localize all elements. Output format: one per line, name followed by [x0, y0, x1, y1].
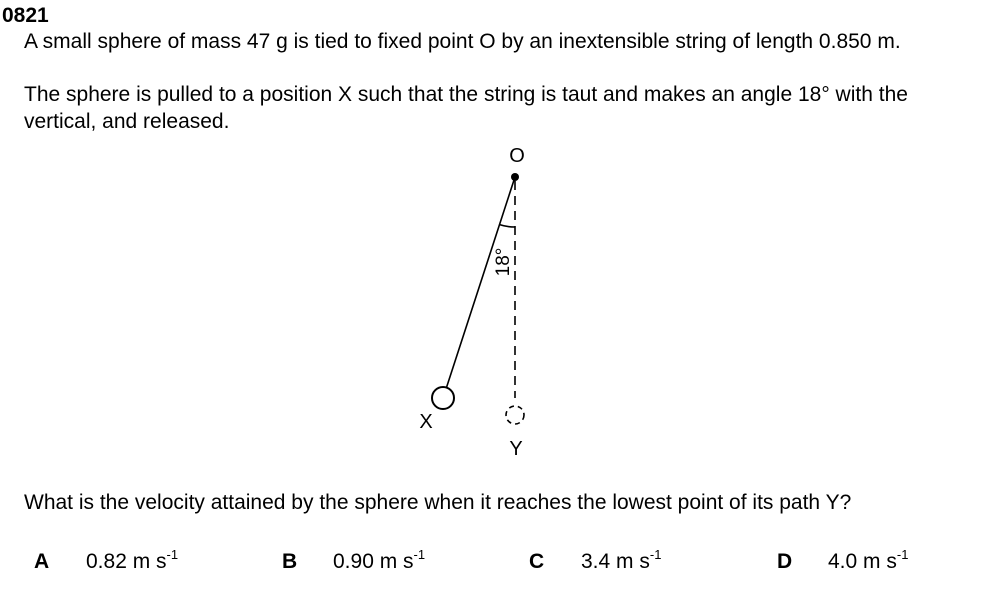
option-b-value: 0.90 m s	[333, 550, 414, 573]
option-a-value: 0.82 m s	[86, 550, 167, 573]
label-y: Y	[509, 438, 523, 460]
label-o: O	[509, 145, 525, 167]
paragraph-2-line-2: vertical, and released.	[24, 110, 230, 133]
sphere-at-y	[506, 406, 524, 424]
question-number: 0821	[2, 4, 49, 27]
option-d-value: 4.0 m s	[828, 550, 897, 573]
option-a-exponent: -1	[166, 547, 179, 562]
question-text: What is the velocity attained by the sphere when it reaches the lowest point of its path Y?	[24, 491, 852, 514]
string	[446, 177, 515, 389]
option-b-letter: B	[282, 550, 298, 573]
paragraph-2-line-1: The sphere is pulled to a position X such that the string is taut and makes an angle 18° with the	[24, 83, 908, 106]
option-c-value: 3.4 m s	[581, 550, 650, 573]
option-d-letter: D	[777, 550, 793, 573]
label-x: X	[419, 411, 433, 433]
problem-paragraph-1: A small sphere of mass 47 g is tied to fixed point O by an inextensible string of length 0.850 m.	[24, 30, 901, 53]
sphere-at-x	[432, 387, 454, 409]
option-b-exponent: -1	[413, 547, 426, 562]
angle-arc	[500, 225, 515, 227]
option-a-letter: A	[34, 550, 50, 573]
option-d-exponent: -1	[896, 547, 909, 562]
option-c-letter: C	[529, 550, 545, 573]
option-c-exponent: -1	[649, 547, 662, 562]
angle-label: 18°	[493, 247, 514, 277]
